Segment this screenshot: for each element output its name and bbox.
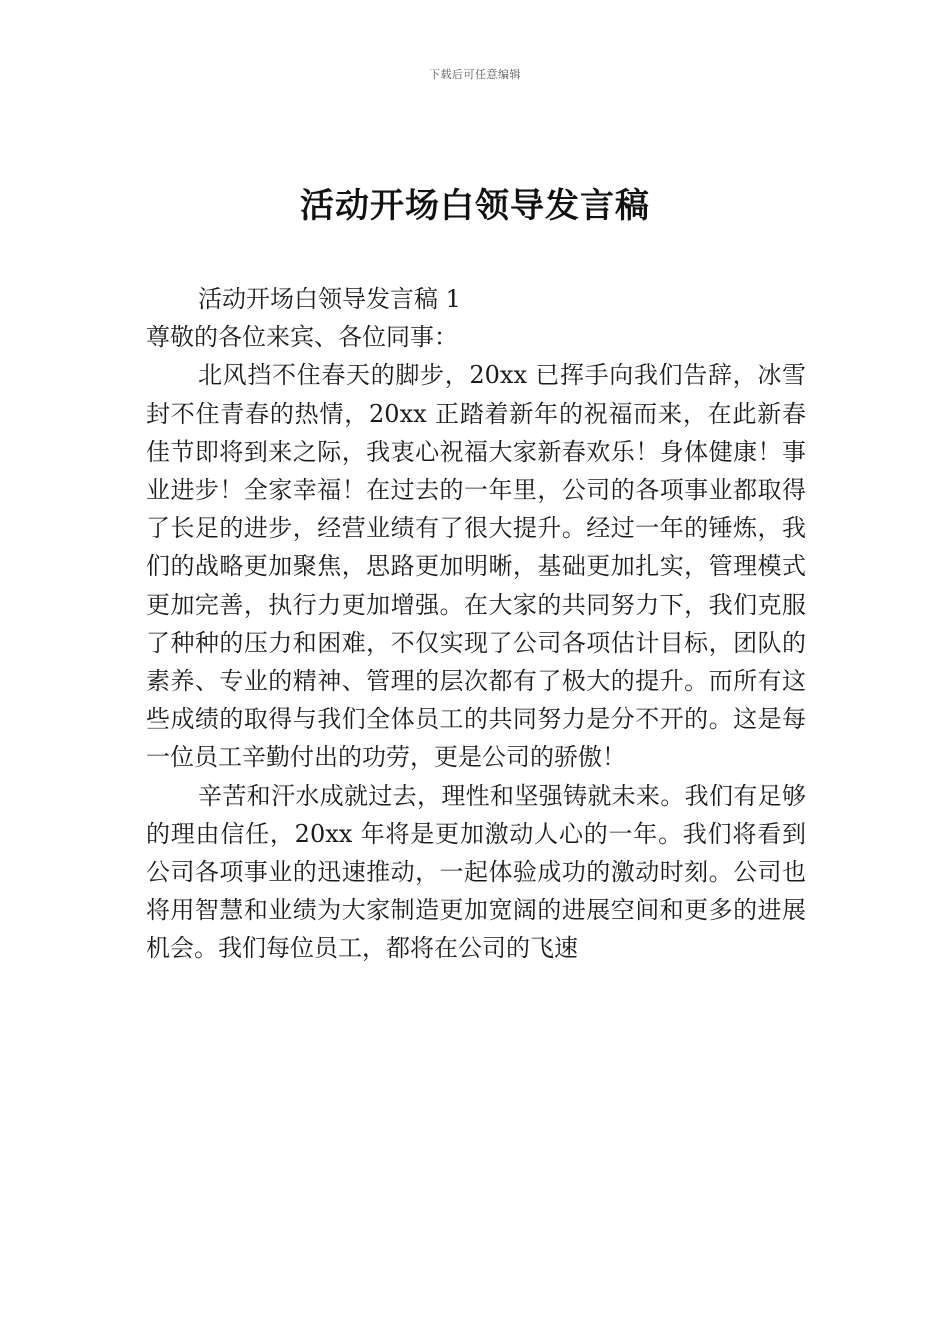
document-title: 活动开场白领导发言稿 [300,186,650,226]
paragraph-1: 北风挡不住春天的脚步，20xx 已挥手向我们告辞，冰雪封不住青春的热情，20xx 正踏着新年的祝福而来，在此新春佳节即将到来之际，我衷心祝福大家新春欢乐！身体健康！事业进步！全家幸福！在过去的一年里，公司的各项事业都取得了长足的进步，经营业绩有了很大提升。经过一年的锤炼，我们的战略更加聚焦，思路更加明晰，基础更加扎实，管理模式更加完善，执行力更加增强。在大家的共同努力下，我们克服了种种的压力和困难，不仅实现了公司各项估计目标，团队的素养、专业的精神、管理的层次都有了极大的提升。而所有这些成绩的取得与我们全体员工的共同努力是分不开的。这是每一位员工辛勤付出的功劳，更是公司的骄傲！ [146,361,806,772]
paragraph-2: 辛苦和汗水成就过去，理性和坚强铸就未来。我们有足够的理由信任，20xx 年将是更加激动人心的一年。我们将看到公司各项事业的迅速推动，一起体验成功的激动时刻。公司也将用智慧和业绩为大家制造更加宽阔的进展空间和更多的进展机会。我们每位员工，都将在公司的飞速 [146,781,806,963]
section-heading: 活动开场白领导发言稿 1 [198,285,461,313]
salutation: 尊敬的各位来宾、各位同事： [146,323,458,352]
header-note: 下载后可任意编辑 [429,68,521,81]
document-body [146,280,806,968]
